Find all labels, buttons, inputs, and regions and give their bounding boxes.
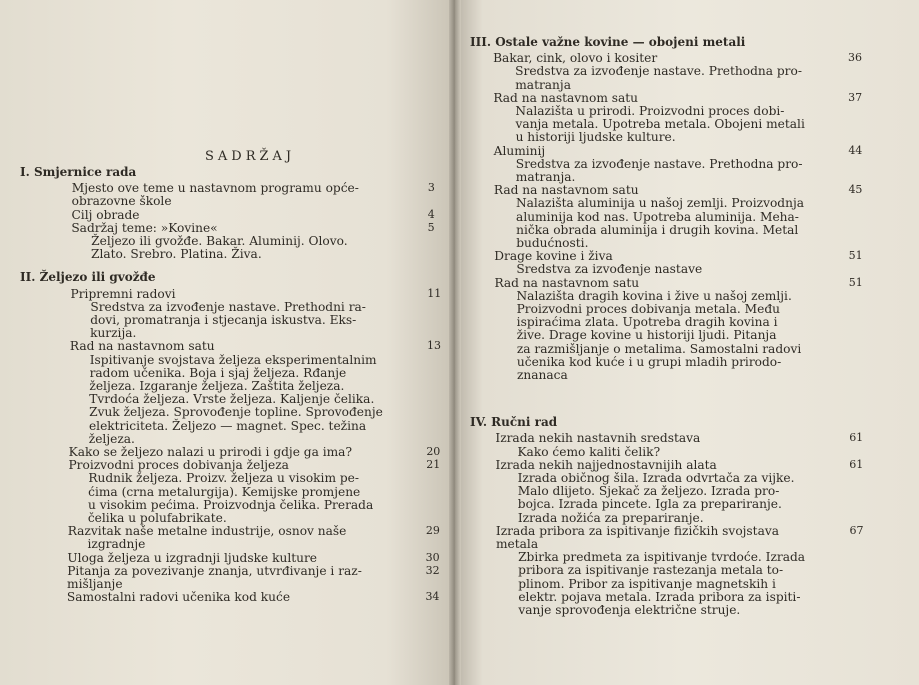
toc-entry-line: elektriciteta. Željezo — magnet. Spec. težina — [88, 418, 367, 433]
toc-entry-line: Proizvodni proces dobivanja metala. Među — [516, 302, 780, 316]
toc-entry-line: Nalazišta aluminija u našoj zemlji. Proizvodnja — [515, 196, 804, 211]
toc-entry-line: Samostalni radovi učenika kod kuće — [66, 590, 291, 605]
book-gutter — [449, 0, 461, 685]
toc-page-number: 44 — [848, 143, 863, 157]
toc-entry-line: u historiji ljudske kulture. — [515, 130, 676, 145]
section-title: II. Željezo ili gvožđe — [20, 270, 156, 285]
toc-entry-line: znanaca — [516, 368, 568, 382]
toc-entry-line: Sredstva za izvođenje nastave. Prethodna pro- — [515, 156, 803, 171]
toc-entry-line: ćima (crna metalurgija). Kemijske promjene — [88, 484, 361, 499]
toc-page-number: 13 — [426, 339, 441, 353]
toc-entry-line: ispiraćima zlata. Upotreba dragih kovina i — [516, 315, 778, 330]
toc-entry-line: Sredstva za izvođenje nastave. Prethodna pro- — [515, 64, 802, 79]
toc-entry-line: bojca. Izrada pincete. Igla za prepariranje. — [517, 497, 782, 512]
section-title: III. Ostale važne kovine — obojeni metali — [470, 35, 746, 49]
toc-entry-line: aluminija kod nas. Upotreba aluminija. Meha- — [516, 209, 799, 224]
toc-page-number: 4 — [427, 207, 435, 221]
toc-entry-line: Mjesto ove teme u nastavnom programu opće- — [71, 181, 359, 196]
toc-entry-line: Kako se željezo nalazi u prirodi i gdje ga ima? — [68, 445, 352, 459]
toc-entry-line: Željezo ili gvožđe. Bakar. Aluminij. Olovo. — [91, 234, 348, 248]
toc-page-number: 37 — [848, 90, 863, 104]
toc-entry-line: Ispitivanje svojstava željeza eksperimentalnim — [89, 352, 377, 367]
toc-page-number: 51 — [848, 249, 863, 263]
toc-entry-line: matranja — [515, 77, 571, 92]
toc-entry-line: Zvuk željeza. Sprovođenje topline. Sprovođenje — [89, 405, 383, 420]
toc-entry-line: Zlato. Srebro. Platina. Živa. — [91, 247, 262, 262]
toc-entry-line: Pripremni radovi — [70, 286, 176, 301]
toc-entry-line: Razvitak naše metalne industrije, osnov naše — [67, 524, 347, 539]
toc-entry-line: Nalazišta dragih kovina i žive u našoj zemlji. — [516, 288, 792, 303]
toc-page-number: 30 — [425, 550, 440, 564]
toc-entry-line: dovi, promatranja i stjecanja iskustva. Eks- — [90, 313, 357, 327]
section-title: IV. Ručni rad — [470, 415, 558, 430]
toc-entry-line: Rad na nastavnom satu — [494, 275, 640, 290]
toc-entry-line: Zbirka predmeta za ispitivanje tvrdoće. Izrada — [518, 550, 806, 565]
toc-entry-line: Rad na nastavnom satu — [69, 339, 215, 354]
toc-entry-line: Rudnik željeza. Proizv. željeza u visokim pe- — [88, 471, 360, 486]
toc-entry-line: željeza. Izgaranje željeza. Zaštita željeza. — [89, 379, 345, 393]
toc-entry-line: plinom. Pribor za ispitivanje magnetskih i — [518, 576, 776, 591]
toc-page-number: 3 — [427, 181, 435, 195]
toc-entry-line: Malo dlijeto. Sjekač za željezo. Izrada pro- — [517, 484, 780, 499]
toc-entry-line: Proizvodni proces dobivanja željeza — [68, 458, 289, 473]
toc-entry-line: Izrada nožića za prepariranje. — [517, 510, 704, 525]
toc-entry-line: vanja metala. Upotreba metala. Obojeni metali — [515, 117, 805, 132]
toc-page-number: 11 — [427, 286, 442, 300]
toc-entry-line: Pitanja za povezivanje znanja, utvrđivanje i raz- — [67, 563, 362, 578]
toc-page-number: 29 — [425, 524, 440, 538]
toc-entry-line: Rad na nastavnom satu — [493, 183, 639, 198]
toc-entry-line: pribora za ispitivanje rastezanja metala to- — [518, 563, 784, 578]
toc-page-number: 36 — [848, 51, 863, 65]
toc-entry-line: Sredstva za izvođenje nastave. Prethodni ra- — [90, 299, 366, 314]
toc-entry-line: Rad na nastavnom satu — [493, 90, 639, 105]
toc-page-number: 20 — [426, 445, 441, 458]
toc-entry-line: vanje sprovođenja električne struje. — [518, 603, 741, 617]
toc-page-number: 61 — [849, 457, 864, 471]
toc-entry-line: u visokim pećima. Proizvodnja čelika. Prerada — [88, 497, 374, 512]
toc-page-number: 61 — [849, 431, 864, 445]
toc-entry-line: budućnosti. — [516, 236, 589, 250]
toc-entry-line: Drage kovine i živa — [494, 249, 613, 264]
toc-page-number: 5 — [427, 220, 435, 234]
toc-page-number: 45 — [848, 183, 863, 197]
toc-entry-line: Kako ćemo kaliti čelik? — [517, 444, 661, 459]
section-title: I. Smjernice rada — [20, 165, 137, 179]
toc-entry-line: obrazovne škole — [71, 194, 172, 209]
toc-page-number: 51 — [848, 275, 863, 289]
toc-entry-line: elektr. pojava metala. Izrada pribora za ispiti- — [518, 589, 801, 604]
toc-entry-line: Nalazišta u prirodi. Proizvodni proces dobi- — [515, 104, 785, 118]
toc-entry-line: žive. Drage kovine u historiji ljudi. Pitanja — [516, 328, 777, 343]
toc-entry-line: metala — [496, 537, 539, 551]
toc-entry-line: Aluminij — [493, 143, 546, 158]
toc-entry-line: Izrada običnog šila. Izrada odvrtača za vijke. — [517, 471, 795, 485]
toc-entry-line: mišljanje — [67, 577, 123, 591]
toc-entry-line: radom učenika. Boja i sjaj željeza. Rđanje — [89, 365, 347, 380]
toc-heading: SADRŽAJ — [205, 149, 296, 164]
toc-page-number: 34 — [425, 590, 440, 604]
toc-entry-line: Bakar, cink, olovo i kositer — [493, 51, 658, 66]
toc-entry-line: Izrada pribora za ispitivanje fizičkih svojstava — [495, 523, 780, 538]
toc-entry-line: za razmišljanje o metalima. Samostalni radovi — [516, 341, 802, 356]
toc-entry-line: matranja. — [515, 170, 576, 184]
toc-entry-line: Izrada nekih najjednostavnijih alata — [495, 457, 717, 472]
toc-entry-line: nička obrada aluminija i drugih kovina. Metal — [516, 222, 799, 237]
toc-page-number: 21 — [426, 458, 441, 472]
toc-page-number: 67 — [849, 523, 864, 537]
toc-entry-line: učenika kod kuće i u grupi mladih prirodo- — [516, 354, 782, 369]
toc-entry-line: kurzija. — [90, 326, 137, 341]
toc-page-number: 32 — [425, 563, 440, 577]
toc-entry-line: Sredstva za izvođenje nastave — [516, 262, 703, 277]
toc-entry-line: željeza. — [88, 431, 135, 446]
toc-entry-line: Cilj obrade — [71, 207, 140, 222]
toc-entry-line: Izrada nekih nastavnih sredstava — [495, 431, 701, 446]
toc-entry-line: čelika u polufabrikate. — [87, 511, 227, 525]
toc-entry-line: Tvrdoća željeza. Vrste željeza. Kaljenje čelika. — [89, 392, 375, 407]
toc-entry-line: Sadržaj teme: »Kovine« — [71, 220, 218, 235]
toc-entry-line: izgradnje — [87, 537, 146, 552]
toc-entry-line: Uloga željeza u izgradnji ljudske kulture — [67, 550, 318, 565]
